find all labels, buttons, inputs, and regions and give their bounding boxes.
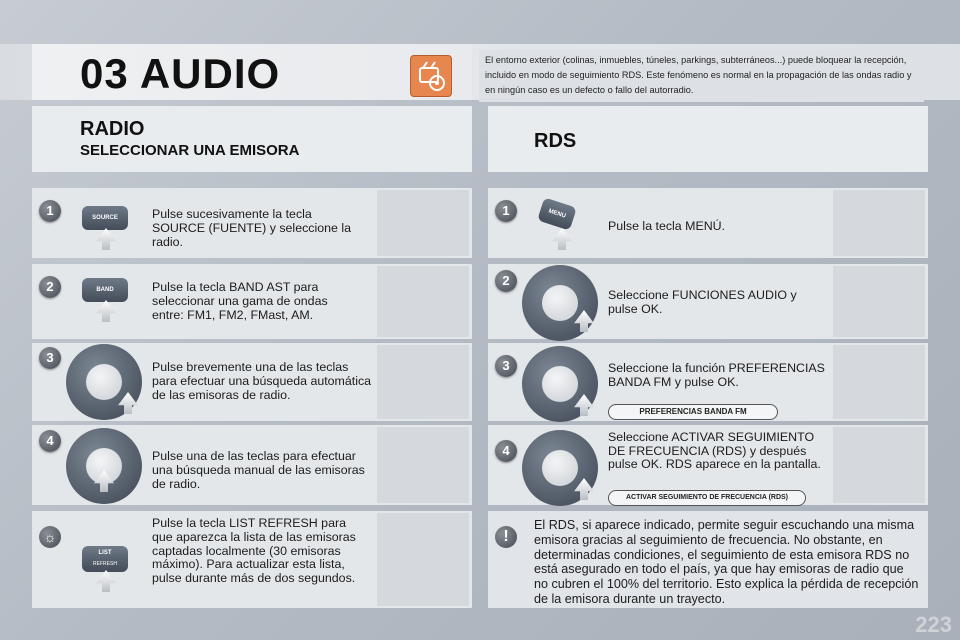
menu-option-tag: PREFERENCIAS BANDA FM	[608, 404, 778, 420]
dpad-icon	[66, 428, 142, 504]
step-number: 2	[495, 270, 517, 292]
step-number: 4	[39, 430, 61, 452]
radio-photo	[833, 345, 925, 419]
step-number: 3	[39, 347, 61, 369]
radio-photo	[377, 427, 469, 503]
audio-icon	[410, 55, 452, 97]
refresh-key-label: REFRESH	[93, 561, 117, 567]
radio-photo	[377, 513, 469, 606]
right-step-2-text: Seleccione FUNCIONES AUDIO y pulse OK.	[608, 288, 797, 316]
list-key-label: LIST	[98, 550, 112, 556]
radio-heading: RADIO	[80, 118, 145, 140]
radio-subheading: SELECCIONAR UNA EMISORA	[80, 142, 300, 159]
step-number: 3	[495, 355, 517, 377]
radio-photo	[833, 190, 925, 256]
step-number: 1	[39, 200, 61, 222]
left-step-1-text: Pulse sucesivamente la tecla SOURCE (FUENTE) y seleccione la radio.	[152, 207, 351, 249]
left-tip-text: Pulse la tecla LIST REFRESH para que aparezca la lista de las emisoras captadas localmente (30 emisoras máximo). Para actualizar esta lista, pulse durante más de dos segundos.	[152, 516, 356, 586]
intro-text: El entorno exterior (colinas, inmuebles, túneles, parkings, subterráneos...) puede bloquear la recepción, incluido en modo de seguimiento RDS. Este fenómeno es normal en la propagación de las ondas radio y en ningún caso es un defecto o fallo del autorradio.	[479, 50, 924, 102]
right-step-4-text: Seleccione ACTIVAR SEGUIMIENTO DE FRECUENCIA (RDS) y después pulse OK. RDS aparece en la pantalla.	[608, 430, 821, 472]
source-key: SOURCE	[82, 206, 128, 230]
radio-photo	[377, 345, 469, 419]
step-number: 1	[495, 200, 517, 222]
step-number: 4	[495, 440, 517, 462]
radio-photo	[833, 427, 925, 503]
rds-note-text: El RDS, si aparece indicado, permite seguir escuchando una misma emisora gracias al seguimiento de frecuencia. No obstante, en determinadas condiciones, el seguimiento de esta emisora RDS no está asegurado en todo el país, ya que hay emisoras de radio que no cubren el 100% del territorio. Esto explica la pérdida de recepción de la emisora durante un trayecto.	[534, 518, 919, 606]
warning-icon: !	[495, 526, 517, 548]
rds-heading: RDS	[534, 130, 577, 152]
band-key: BAND	[82, 278, 128, 302]
left-step-4-text: Pulse una de las teclas para efectuar una búsqueda manual de las emisoras de radio.	[152, 449, 365, 491]
tip-icon: ☼	[39, 526, 61, 548]
radio-photo	[833, 266, 925, 337]
page-number: 223	[915, 612, 952, 637]
list-refresh-key	[82, 546, 128, 572]
radio-photo	[377, 266, 469, 337]
radio-photo	[377, 190, 469, 256]
page-title: 03 AUDIO	[80, 50, 281, 97]
left-step-2-text: Pulse la tecla BAND AST para seleccionar una gama de ondas entre: FM1, FM2, FMast, AM.	[152, 280, 328, 322]
step-number: 2	[39, 276, 61, 298]
right-step-3-text: Seleccione la función PREFERENCIAS BANDA FM y pulse OK.	[608, 361, 825, 389]
right-step-1-text: Pulse la tecla MENÚ.	[608, 219, 726, 233]
menu-option-tag: ACTIVAR SEGUIMIENTO DE FRECUENCIA (RDS)	[608, 490, 806, 506]
menu-key: MENU	[537, 197, 577, 230]
left-step-3-text: Pulse brevemente una de las teclas para efectuar una búsqueda automática de las emisoras de radio.	[152, 360, 372, 402]
